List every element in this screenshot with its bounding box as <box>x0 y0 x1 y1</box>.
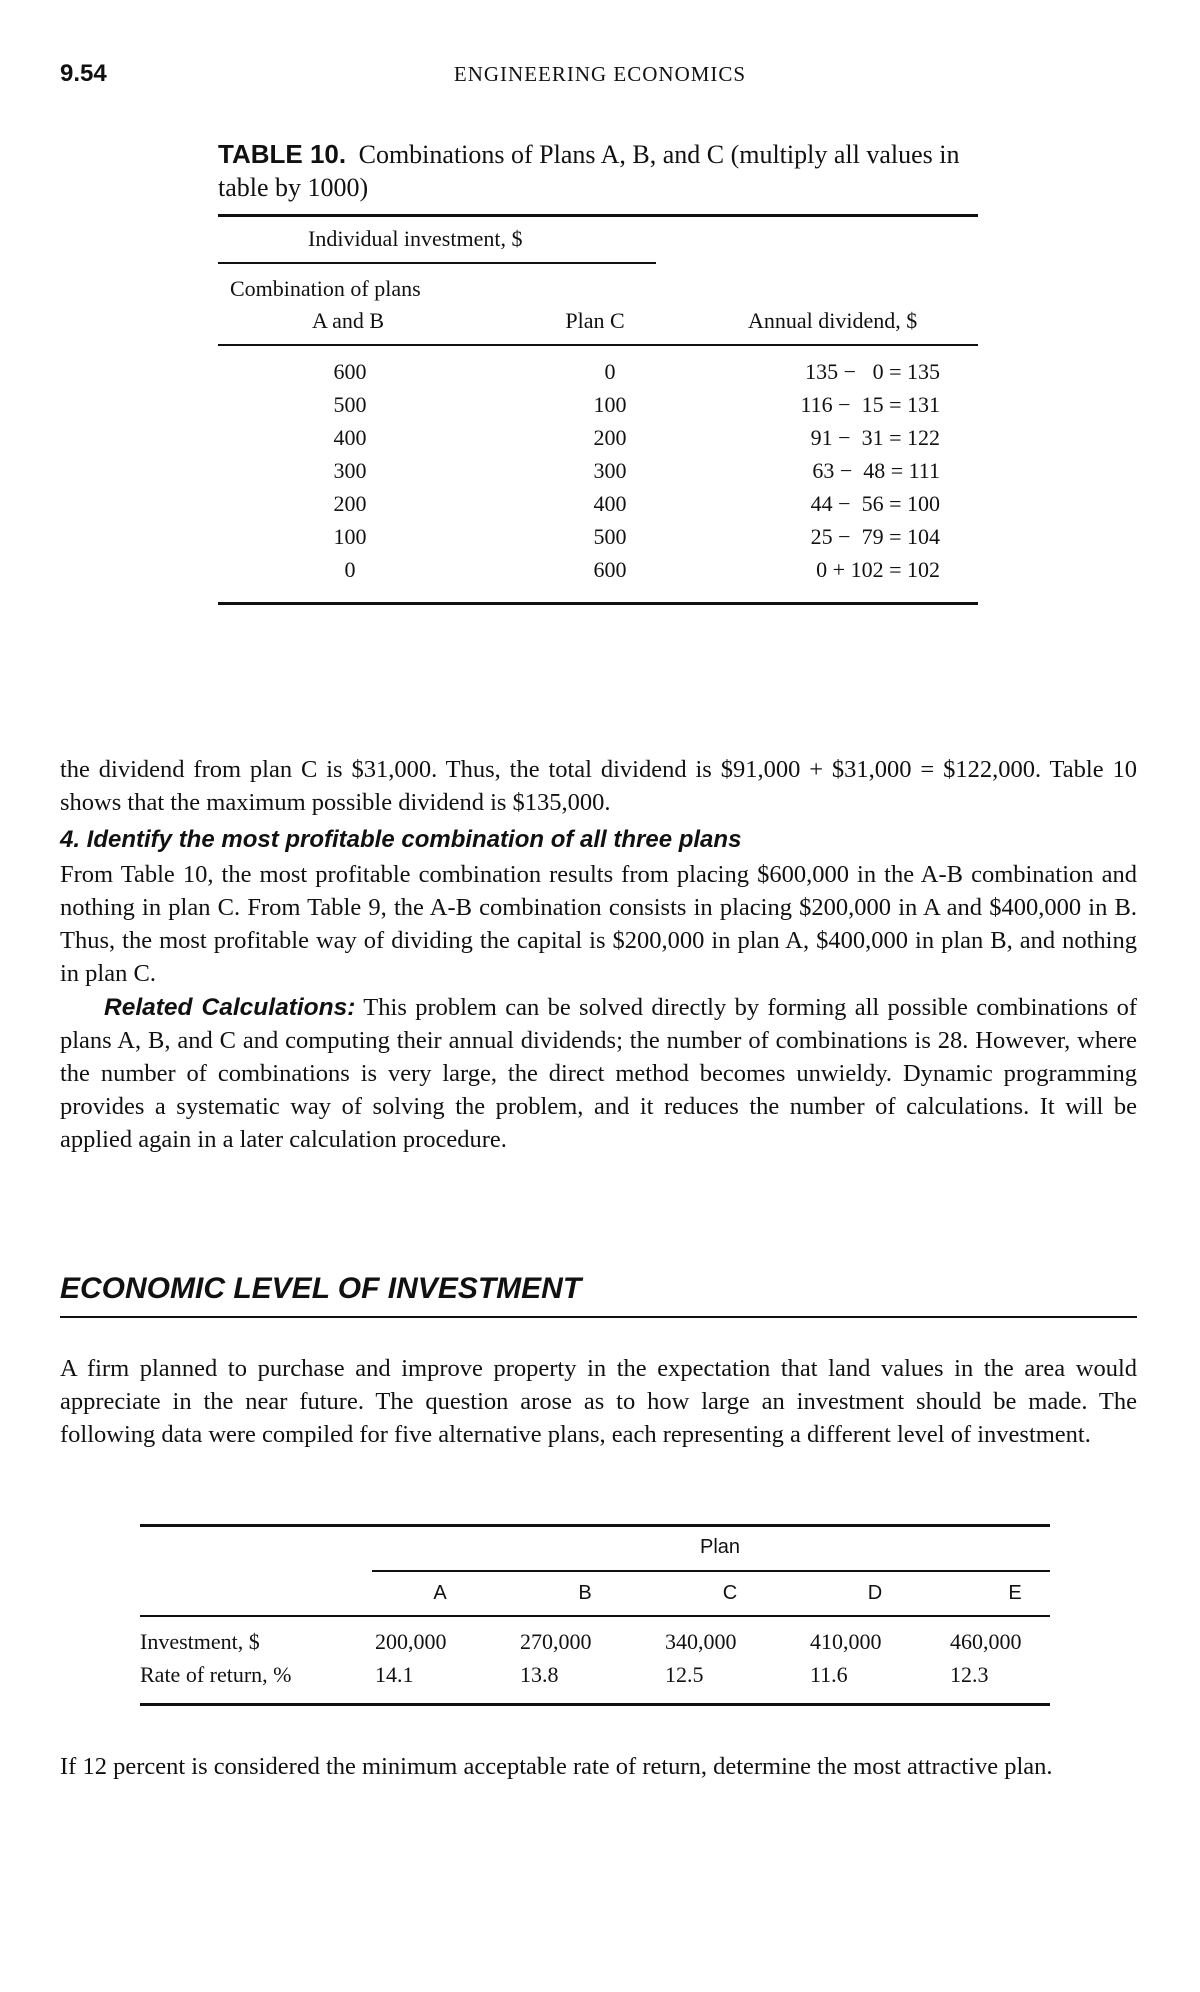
plan-table-cell: 270,000 <box>520 1629 592 1654</box>
table10-cell-ab: 200 <box>333 491 367 516</box>
plan-header-e: E <box>1008 1582 1022 1604</box>
step4-heading: 4. Identify the most profitable combination of all three plans <box>60 826 742 853</box>
plan-table-cell: 200,000 <box>375 1629 447 1654</box>
plan-table-header-rule <box>140 1615 1050 1617</box>
plan-table-row-label-investment: Investment, $ <box>140 1629 260 1654</box>
plan-table-cell: 14.1 <box>375 1662 414 1687</box>
table10-cell-c: 500 <box>593 524 627 549</box>
table10-cell-dividend: 25 − 79 = 104 <box>810 524 940 549</box>
table10-col1-header-line2: A and B <box>311 308 385 333</box>
paragraph-related-calculations <box>60 991 1137 1156</box>
table10-top-rule <box>218 214 978 217</box>
plan-table-cell: 12.5 <box>665 1662 704 1687</box>
table10-cell-dividend: 63 − 48 = 111 <box>812 458 940 483</box>
table10-cell-ab: 400 <box>333 425 367 450</box>
table10-col-c <box>540 355 680 586</box>
plan-table-row-label-rate: Rate of return, % <box>140 1662 292 1687</box>
plan-table-cell: 410,000 <box>810 1629 882 1654</box>
plan-table-bottom-rule <box>140 1703 1050 1706</box>
section-heading: ECONOMIC LEVEL OF INVESTMENT <box>60 1272 582 1305</box>
table10-cell-dividend: 135 − 0 = 135 <box>805 359 940 384</box>
related-calculations-text: This problem can be solved directly by forming all possible combinations of plans A, B, and C and computing their annual dividends; the number of combinations is 28. However, where the number of combinations is very large, the direct method becomes unwieldy. Dynamic programming provides a systematic way of solving the problem, and it reduces the number of calculations. It will be applied again in a later calculation procedure. <box>60 994 1138 1153</box>
table10-caption-text: Combinations of Plans A, B, and C (multiply all values in table by 1000) <box>218 140 960 202</box>
table10-cell-dividend: 91 − 31 = 122 <box>810 425 940 450</box>
plan-header-c: C <box>722 1582 738 1604</box>
table10-cell-dividend: 0 + 102 = 102 <box>816 557 940 582</box>
table10-col-ab <box>270 355 430 586</box>
paragraph-most-profitable: From Table 10, the most profitable combination results from placing $600,000 in the A-B combination and nothing in plan C. From Table 9, the A-B combination consists in placing $200,000 in A and $400,000 in B. Thus, the most profitable way of dividing the capital is $200,000 in plan A, $400,000 in plan B, and nothing in plan C. <box>60 861 1137 987</box>
table10-caption <box>218 138 998 204</box>
table10-header-rule <box>218 344 978 346</box>
related-calculations-label: Related Calculations: <box>104 994 356 1021</box>
table10-label: TABLE 10. <box>218 139 347 169</box>
plan-table-group-header: Plan <box>699 1536 741 1558</box>
section-heading-rule <box>60 1316 1137 1318</box>
table10-cell-c: 300 <box>593 458 627 483</box>
plan-header-b: B <box>578 1582 592 1604</box>
page-number: 9.54 <box>60 60 107 87</box>
table10-group-rule <box>218 262 656 264</box>
table10-cell-ab: 500 <box>333 392 367 417</box>
table10-cell-dividend: 44 − 56 = 100 <box>810 491 940 516</box>
plan-table-group-rule <box>372 1570 1050 1572</box>
plan-table-cell: 11.6 <box>810 1662 848 1687</box>
table10-bottom-rule <box>218 602 978 605</box>
table10-col-dividend <box>720 355 940 586</box>
paragraph-dividend-summary: the dividend from plan C is $31,000. Thus, the total dividend is $91,000 + $31,000 = $122,000. Table 10 shows that the maximum possible dividend is $135,000. <box>60 756 1137 816</box>
table10-cell-c: 100 <box>593 392 627 417</box>
table10-col2-header: Plan C <box>565 308 625 333</box>
paragraph-problem-statement: A firm planned to purchase and improve property in the expectation that land values in the area would appreciate in the near future. The question arose as to how large an investment should be made. The following data were compiled for five alternative plans, each representing a different level of investment. <box>60 1355 1137 1448</box>
table10-cell-c: 600 <box>593 557 627 582</box>
table10-col1-header-line1: Combination of plans <box>230 276 421 301</box>
plan-table-cell: 340,000 <box>665 1629 737 1654</box>
table10-cell-ab: 100 <box>333 524 367 549</box>
table10-col3-header: Annual dividend, $ <box>748 308 918 333</box>
table10-group-header: Individual investment, $ <box>308 226 523 251</box>
plan-table-cell: 460,000 <box>950 1629 1022 1654</box>
table10-cell-c: 200 <box>593 425 627 450</box>
plan-header-a: A <box>433 1582 447 1604</box>
table10-cell-ab: 600 <box>333 359 367 384</box>
table10-cell-dividend: 116 − 15 = 131 <box>800 392 940 417</box>
running-head: ENGINEERING ECONOMICS <box>453 62 747 86</box>
plan-table-cell: 13.8 <box>520 1662 559 1687</box>
table10-cell-ab: 0 <box>344 557 356 582</box>
table10-cell-ab: 300 <box>333 458 367 483</box>
table10-cell-c: 0 <box>604 359 616 384</box>
paragraph-question: If 12 percent is considered the minimum acceptable rate of return, determine the most attractive plan. <box>60 1753 1053 1780</box>
plan-table-cell: 12.3 <box>950 1662 989 1687</box>
plan-table-top-rule <box>140 1524 1050 1527</box>
plan-header-d: D <box>867 1582 883 1604</box>
table10-cell-c: 400 <box>593 491 627 516</box>
